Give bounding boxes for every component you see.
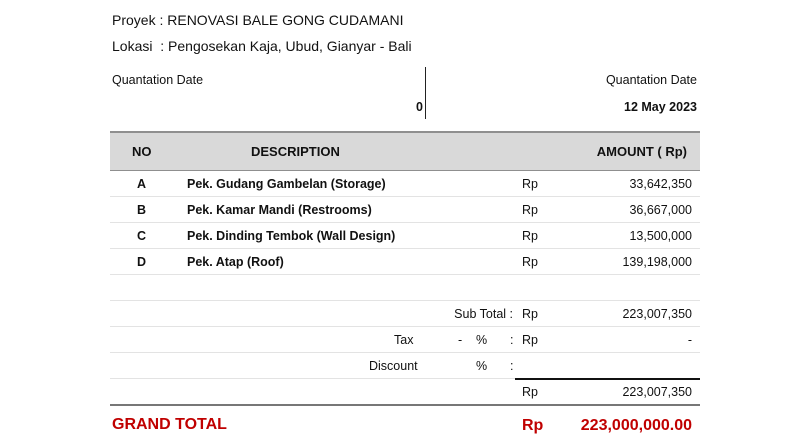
right-date-label: Quantation Date [605, 73, 697, 87]
tax-label: Tax [394, 333, 414, 347]
tax-percent: % [476, 333, 488, 347]
row-c-no: C [137, 229, 147, 243]
row-c-description: Pek. Dinding Tembok (Wall Design) [187, 229, 396, 243]
location-label: Lokasi : [112, 38, 165, 54]
subtotal-amount: 223,007,350 [622, 307, 692, 321]
subtotal-currency: Rp [522, 307, 538, 321]
row-a-amount: 33,642,350 [629, 177, 692, 191]
project-line [112, 12, 403, 28]
row-c-currency: Rp [522, 229, 538, 243]
left-date-value: 0 [416, 100, 423, 114]
tax-currency: Rp [522, 333, 538, 347]
tax-dash: - [458, 333, 463, 347]
location-value: Pengosekan Kaja, Ubud, Gianyar - Bali [168, 38, 412, 54]
row-divider [110, 248, 700, 249]
row-d-amount: 139,198,000 [622, 255, 692, 269]
row-b-description: Pek. Kamar Mandi (Restrooms) [187, 203, 372, 217]
total-amount: 223,007,350 [622, 385, 692, 399]
row-divider [110, 326, 700, 327]
header-description: DESCRIPTION [251, 144, 340, 159]
grand-total-label: GRAND TOTAL [112, 416, 227, 433]
location-line [112, 38, 412, 54]
left-date-label: Quantation Date [112, 73, 204, 87]
grand-total-amount: 223,000,000.00 [580, 417, 692, 434]
tax-colon: : [510, 333, 514, 347]
discount-colon: : [510, 359, 514, 373]
row-divider [110, 352, 700, 353]
row-b-currency: Rp [522, 203, 538, 217]
right-date-value: 12 May 2023 [624, 100, 697, 114]
grand-total-currency: Rp [522, 417, 544, 434]
total-currency: Rp [522, 385, 538, 399]
row-divider [110, 300, 700, 301]
row-a-description: Pek. Gudang Gambelan (Storage) [187, 177, 386, 191]
project-label: Proyek : [112, 12, 164, 28]
header-no: NO [132, 144, 152, 159]
subtotal-label: Sub Total : [454, 307, 513, 321]
row-divider [110, 378, 515, 379]
row-b-no: B [137, 203, 147, 217]
row-divider [110, 274, 700, 275]
project-name: RENOVASI BALE GONG CUDAMANI [167, 12, 404, 28]
discount-label: Discount [369, 359, 418, 373]
row-d-no: D [137, 255, 147, 269]
row-a-no: A [137, 177, 147, 191]
row-c-amount: 13,500,000 [629, 229, 692, 243]
row-divider [110, 196, 700, 197]
grand-total-divider [110, 404, 700, 406]
row-divider [110, 222, 700, 223]
row-b-amount: 36,667,000 [629, 203, 692, 217]
header-amount: AMOUNT ( Rp) [596, 144, 687, 159]
tax-amount: - [687, 333, 692, 347]
date-divider [425, 67, 426, 119]
discount-percent: % [476, 359, 488, 373]
row-d-description: Pek. Atap (Roof) [187, 255, 284, 269]
row-a-currency: Rp [522, 177, 538, 191]
total-underline [515, 378, 700, 380]
row-d-currency: Rp [522, 255, 538, 269]
